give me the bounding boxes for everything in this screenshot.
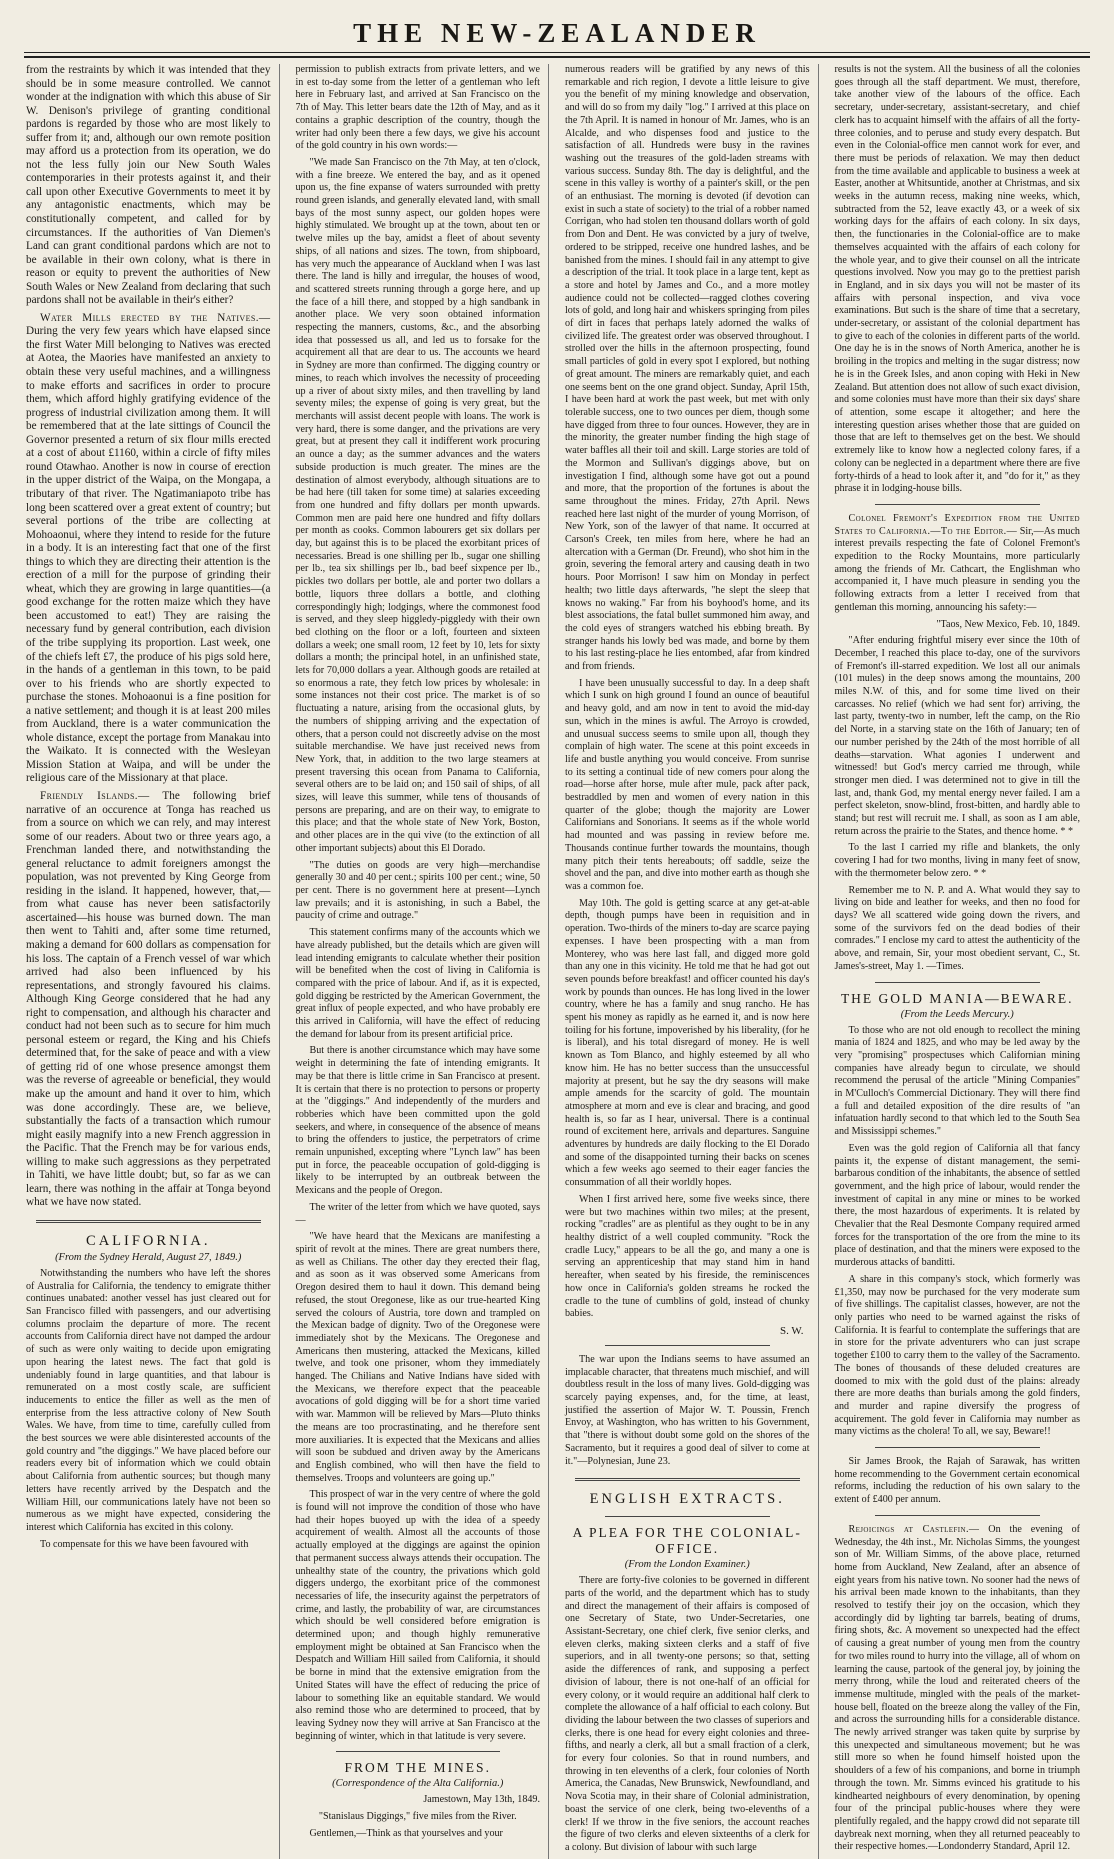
paragraph-body: The following brief narrative of an occurence at Tonga has reached us from a source on which we can rely, and may interest some of our readers. About two or three years ago, a Frenchman landed there, and notwithstanding the general reluctance to admit foreigners amongst the population, was not prevented by King George from residing in the island. It happened, however, that,—from what cause has never been satisfactorily ascertained—his house was burned down. The man then went to Tahiti and, after some time returned, making a demand for 600 dollars as compensation for his loss. The captain of a French vessel of war which arrived had also been influenced by his representations, and strongly favoured his claims. Although King George considered that he had any right to compensation, and although his character and conduct had not been such as to secure for him much personal esteem or regard, the King and his Chiefs determined that, for the sake of peace and with a view of getting rid of one whose presence amongst them was the reverse of agreeable or beneficial, they would make up the amount and hand it over to him, which was done accordingly. These are, we believe, substantially the facts of a transaction which rumour might easily magnify into a new French aggression in the Pacific. That the French may be for various ends, willing to make such aggressions as they perpetrated in Tahiti, we have little doubt; but, so far as we can learn, there was nothing in the affair at Tonga beyond what we have now stated. xyxy=(26,789,271,1209)
columns xyxy=(26,64,1088,1853)
article-paragraph: I have been unusually successful to day. In a deep shaft which I sunk on high ground I found an ounce of beautiful and heavy gold, and am now in tent to avoid the mid-day sun, which in the mines is awful. The Arroyo is crowded, and unusual success seems to smile upon all, though they complain of high water. The scene at this point exceeds in life and bustle anything you would conceive. From sunrise to its setting a continual tide of new comers pour along the road—horse after horse, mule after mule, pack after pack, bestraddled by men and women of every nation in this quarter of the globe; though the majority are Lower Californians and Sonorians. It seems as if the whole world had mounted and was passing in review before me. Thousands continue further towards the mountains, though many pitch their tents hereabouts; off saddle, seize the shovel and the pan, and dive into mother earth as though she was a common foe. xyxy=(565,677,810,892)
sub-heading: A PLEA FOR THE COLONIAL-OFFICE. xyxy=(572,1525,802,1557)
article-paragraph: To those who are not old enough to recollect the mining mania of 1824 and 1825, and who may be led away by the very "promising" prospectuses which Californian mining companies have already begun to circulate, we should recommend the perusal of the article "Mining Companies" in M'Culloch's Commercial Dictionary. They will there find a full and detailed exposition of the dire results of "an infatuation hardly second to that which led to the South Sea and Mississippi schemes." xyxy=(834,1024,1080,1138)
section-source: (Correspondence of the Alta California.) xyxy=(332,1778,504,1790)
small-type-block xyxy=(26,1268,271,1551)
article-paragraph: from the restraints by which it was intended that they should be in some measure controlled. We cannot wonder at the indignation with which this abuse of Sir W. Denison's privilege of granting conditional pardons is regarded by those who are most likely to suffer from it; and, although our own remote position may afford us a protection from its operation, we do not the less fully join our New South Wales contemporaries in their protests against it, and their call upon other Executive Governments to meet it by any antagonistic enactments, which may be constitutionally competent, and called for by circumstances. If the authorities of Van Diemen's Land can grant conditional pardons which are not to be available in their own colony, what is there in reason or equity to prevent the authorities of New South Wales or New Zealand from declaring that such pardons shall not be available in their's either? xyxy=(26,64,271,307)
section-divider xyxy=(605,1345,770,1346)
article-paragraph: Gentlemen,—Think as that yourselves and your xyxy=(309,1827,503,1839)
article-paragraph: results is not the system. All the business of all the colonies goes through all the staff department. We must, therefore, take another view of the labours of the office. Each secretary, under-secretary, assistant-secretary, and chief clerk has to acquaint himself with the affairs of all the forty-three colonies, and to peruse and study every despatch. But even in the Colonial-office men cannot work for ever, and there must be periods of relaxation. We may then deduct from the time available and applicable to business a week at Easter, another at Whitsuntide, another at Christmas, and six weeks in the autumn recess, making nine weeks, which, subtracted from the 52, leave exactly 43, or a week of six working days for the affairs of each colony. In six days, then, the functionaries in the Colonial-office are to make themselves acquainted with the affairs of each colony for the whole year, and to give their counsel on all the intricate questions involved. Now you may go to the prettiest parish in England, and in six days you will not be master of its affairs with personal inspection, and viva voce examinations. But such is the share of time that a secretary, under-secretary, or assistant of the colonial department has to give to each of the colonies in different parts of the world. One day he is in the snows of North America, another he is broiling in the tropics and melting in the sugar distress; now he is in the Greek Isles, and anon coping with Heki in New Zealand. But attention does not allow of such exact division, and some colonies must have more than their six days' share of attention, some escape it altogether; and here the interesting question arises whether those that are guided on those that are left to themselves get on the best. We should extremely like to know how a neglected colony fares, if a colony can be neglected in a department where there are five forty-thirds of a head to look after it, and "do for it," as they phrase it in lodging-house bills. xyxy=(834,64,1080,495)
article-paragraph: There are forty-five colonies to be governed in different parts of the world, and the department which has to study and direct the management of their affairs is composed of one Secretary of State, two Under-Secretaries, one Assistant-Secretary, one chief clerk, five senior clerks, and eleven clerks, making sixteen clerks and a staff of five superiors, and in all twenty-one persons; so that, setting aside the differences of rank, and supposing a perfect division of labour, there is not one-half of an official for every colony, or it would require an additional half clerk to complete the allowance of a half official to each colony. But dividing the labour between the two classes of superiors and clerks, there is one head for every eight colonies and three-fifths, and nearly a clerk, all but a small fraction of a clerk, for every four colonies. So that in round numbers, and throwing in ten elevenths of a clerk, four colonies of North America, the Canadas, New Brunswick, Newfoundland, and Nova Scotia may, in their share of Colonial administration, boast the service of one clerk, being two-elevenths of a clerk! If we throw in the five seniors, the account reaches the figure of two clerks and eleven sixteenths of a clerk for a colony. But division of labour with such large xyxy=(565,1575,810,1853)
article-paragraph: May 10th. The gold is getting scarce at any get-at-able depth, though pumps have been in requisition and in operation. Two-thirds of the miners to-day are scarce paying expenses. I have been prospecting with a man from Monterey, who was here last fall, and digged more gold than any one in this vicinity. He told me that he had got out seven pounds before breakfast! and officer counted his day's work by pounds than ounces. He has long lived in the lower country, where he has a family and snug rancho. He has spent his money as rapidly as he earned it, and is now here toiling for his fortune, impoverished by his liberality, (for he is liberal), and his total disregard of money. He is well known as Tom Blanco, and highly esteemed by all who know him. He has no better success than the unsuccessful majority at present, but he say the dry seasons will make ample amends for the scarcity of gold. The mountain atmosphere at morn and eve is clear and bracing, and good health is, so far as I hear, universal. There is a continual round of excitement here, arrivals and departures. Sanguine adventures by hundreds are daily flocking to the El Dorado and some of the disappointed turning their backs on scenes which a few weeks ago seemed to their eager fancies the consummation of all their worldly hopes. xyxy=(565,897,810,1189)
section-divider xyxy=(875,982,1041,983)
article-paragraph xyxy=(26,312,271,786)
section-source: (From the Leeds Mercury.) xyxy=(900,1008,1014,1020)
article-paragraph xyxy=(26,790,271,1210)
paragraph-body: On the evening of Wednesday, the 4th inst., Mr. Nicholas Simms, the youngest son of Mr. William Simms, of the above place, returned home from Auckland, New Zealand, after an absence of eight years from his native town. No sooner had the news of his arrival been made known to the inhabitants, than they resolved to testify their joy on the occasion, which they accordingly did by lighting tar barrels, beating of drums, firing shots, &c. A movement so unexpected had the effect of causing a great number of young men from the country for two miles round to hurry into the village, all of whom on learning the cause, partook of the general joy, by joining the merry throng, while the loud and reiterated cheers of the immense multitude, mingled with the peals of the market-house bell, floated on the breeze along the valley of the Fin, and across the surrounding hills for a considerable distance. The newly arrived stranger was taken quite by surprise by this unexpected and simultaneous movement; but he was still more so when he found himself hoisted upon the shoulders of a few of his companions, and borne in triumph through the town. Mr. Simms evinced his gratitude to his kindhearted neighbours of every denomination, by opening four of the principal public-houses where they were plentifully regaled, and the happy crowd did not separate till daybreak next morning, when they all returned peaceably to their respective homes.—Londonderry Standard, April 12. xyxy=(834,1523,1080,1853)
article-paragraph: permission to publish extracts from private letters, and we in est to-day some from the letter of a gentleman who left here in February last, and arrived at San Francisco on the 7th of May. This letter bears date the 12th of May, and as it contains a graphic description of the country, though the writer had only been there a few days, we give his account of the gold country in his own words:— xyxy=(295,64,540,152)
article-paragraph xyxy=(835,1524,1081,1854)
article-paragraph: Notwithstanding the numbers who have left the shores of Australia for California, the tendency to emigrate thither continues unabated: another vessel has just cleared out for San Francisco filled with passengers, and our advertising columns proclaim the departure of more. The recent accounts from California direct have not damped the ardour of such as were only waiting to decide upon emigrating upon hearing the latest news. The fact that gold is undeniably found in large quantities, and that labour is remunerated on a most costly scale, are sufficient inducements to entice the filler as well as the men of enterprise from the less attractive colony of New South Wales. We have, from time to time, carefully culled from the best sources we were able disinterested accounts of the gold country and "the diggings." We have placed before our readers every bit of information which we could obtain about California from authentic sources; but though many letters have recently arrived by the Despatch and the William Hill, our communications lately have not been so numerous as we might have expected, considering the interest which California has excited in this colony. xyxy=(26,1267,271,1533)
article-paragraph: Sir James Brook, the Rajah of Sarawak, has written home recommending to the Government certain economical reforms, including the reduction of his own salary to the extent of £400 per annum. xyxy=(834,1456,1080,1506)
article-paragraph: The writer of the letter from which we have quoted, says— xyxy=(295,1201,540,1226)
paragraph-body: Sir,—As much interest prevails respecting the fate of Colonel Fremont's expedition to the Rocky Mountains, more particularly among the friends of Mr. Cathcart, the Englishman who accompanied it, I have much pleasure in sending you the following extracts from a letter I received from that gentleman this morning, announcing his safety:— xyxy=(834,525,1080,613)
masthead-rule-thick xyxy=(24,56,1090,58)
section-divider xyxy=(875,504,1041,505)
quoted-letter: To the last I carried my rifle and blankets, the only covering I had for two months, living in many feet of snow, with the thermometer below zero. * * xyxy=(834,842,1080,879)
section-divider xyxy=(36,1220,261,1223)
quoted-letter: Remember me to N. P. and A. What would they say to living on bide and leather for weeks, and then no food for days? We all scattered wide going down the rivers, and some of the survivors fed on the dead bodies of their comrades." I enclose my card to attest the authenticity of the above, and remain, Sir, your most obedient servant, C., St. James's-street, May 1. —Times. xyxy=(834,884,1080,972)
section-divider xyxy=(605,1516,770,1517)
column-3 xyxy=(565,64,819,1859)
paragraph-heading: Water Mills erected by the Natives.— xyxy=(40,311,271,324)
section-divider xyxy=(575,1478,800,1481)
quoted-letter: "We made San Francisco on the 7th May, at ten o'clock, with a fine breeze. We entered the bay, and as it opened upon us, the fine expanse of waters surrounded with pretty round green islands, and generally elevated land, with small bays of the most sunny aspect, our golden hopes were highly stimulated. We brought up at the town, about ten or twelve miles up the bay, amidst a fleet of about seventy ships, of all nations and sizes. The town, from shipboard, has very much the appearance of Auckland when I was last there. The land is hilly and irregular, the houses of wood, and scattered streets running through a gorge here, and up the face of a hill there, and stopped by a high sandbank in another place. We very soon obtained information respecting the manners, customs, &c., and the absorbing idea that possessed us all, and led us to forsake for the acquirement all that are dear to us. The accounts we heard in Sydney are more than confirmed. The digging country or mines, to reach which involves the necessity of proceeding up a river of about sixty miles, and then travelling by land seventy miles; the expense of going is very great, but the merchants will assist decent people with loans. The work is very hard, there is some danger, and the privations are very great, but at present they call it indifferent work procuring an ounce a day; as the summer advances and the waters subside production is much greater. The mines are the destination of almost everybody, although situations are to be had here (till taken for some time) at salaries exceeding from one hundred and fifty dollars per month upwards. Common men are paid here one hundred and fifty dollars per month as cooks. Common labourers get six dollars per day, but against this is to be placed the exorbitant prices of necessaries. Bread is one shilling per lb., sugar one shilling per lb., tea six shillings per lb., bad beef sixpence per lb., pickles two dollars per bottle, ale and porter two dollars a bottle, liquors three dollars a bottle, and clothing correspondingly high; lodgings, where the commonest food is served, and they sleep higgledy-piggledy with their own bed clothing on the floor or a loft, fourteen and sixteen dollars a week; one small room, 12 feet by 10, lets for sixty dollars a month; the principal hotel, in an unfinished state, lets for 70,000 dollars a year. Although goods are retailed at so enormous a rate, they fetch low prices by wholesale: in some instances not their cost price. The market is of so fluctuating a nature, arising from the occasional gluts, by the numbers of shipping arriving and the expectation of others, that a person could not discreetly advise on the most suitable merchandise. We have just received news from New York, that, in addition to the two large steamers at present traversing this ocean from Panama to California, several others are to be laid on; and 150 sail of ships, of all sizes, will leave this summer, while tens of thousands of persons are preparing, and are on their way, to emigrate to this place; and that the whole state of New York, Boston, and other places are in the qui vive (to the extinction of all other important subjects) about this El Dorado. xyxy=(295,156,540,854)
article-paragraph: The war upon the Indians seems to have assumed an implacable character, that threatens much mischief, and will doubtless result in the loss of many lives. Gold-digging was scarcely paying expenses, and, for the time, at least, justified the assertion of Major W. T. Poussin, French Envoy, at Washington, who has written to his Government, that "there is without doubt some gold on the shores of the Sacramento, but it requires a good deal of silver to come at it."—Polynesian, June 23. xyxy=(565,1353,810,1467)
signature: S. W. xyxy=(779,1324,804,1337)
article-paragraph: A share in this company's stock, which formerly was £1,350, may now be purchased for the very moderate sum of five shillings. The capitalist classes, however, are not the only parties who need to be warned against the risks of California. It is fearful to contemplate the sufferings that are in store for the private adventurers who can just scrape together £100 to carry them to the valley of the Sacramento. The bones of thousands of these deluded creatures are doomed to mix with the gold dust of the plains: already there are more deaths than burials among the gold finders, and murder and rapine diversify the progress of acquirement. The gold fever in California may number as many victims as the cholera! To all, we say, Beware!! xyxy=(834,1273,1080,1438)
column-4 xyxy=(835,64,1089,1859)
section-divider xyxy=(875,1515,1041,1516)
section-source: (From the Sydney Herald, August 27, 1849.) xyxy=(55,1251,242,1263)
article-paragraph: When I first arrived here, some five weeks since, there were but two machines within two miles; at the present, rocking "cradles" are as plentiful as they ought to be in any healthy district of a well coupled community. "Rock the cradle Lucy," appears to be all the go, and many a one is serving an apprenticeship that may stand him in hand hereafter, when seated by his fireside, the reminiscences how once in California's golden streams he rocked the cradle to the tune of cumblins of gold, instead of chunky babies. xyxy=(565,1193,810,1320)
paragraph-heading: Colonel Fremont's Expedition from the United States to California.—To the Editor.— xyxy=(834,512,1080,537)
paragraph-body: During the very few years which have elapsed since the first Water Mill belonging to Natives was erected at Aotea, the Maories have manifested an anxiety to obtain these very useful machines, and a willingness to make efforts and sacrifices in order to procure them, which afford highly gratifying evidence of the progress of industrial civilization among them. It will be remembered that at the late sittings of Council the Governor presented a return of six flour mills erected at a cost of about £1160, within a circle of fifty miles round Otawhao. Another is now in course of erection in the upper district of the Waipa, on the Mongapa, a tributary of that river. The Ngatimaniapoto tribe has long been scattered over a great extent of country; but several portions of the tribe are collecting at Mohoaonui, where they intend to reside for the future in a body. It is an interesting fact that one of the first things to which they are directing their attention is the erection of a mill for the purpose of grinding their wheat, which they are growing in large quantities—(a good exchange for the rotten maize which they have been accustomed to eat!) They are raising the necessary fund by general contribution, each division of the tribe supplying its proportion. Last week, one of the chiefs left £7, the produce of his pigs sold here, in the hands of a gentleman in this town, to be paid over to his friends who are shortly expected to purchase the stones. Mohoaonui is a fine position for a native settlement; and though it is at least 200 miles from Auckland, there is a water communication the whole distance, except the portage from Manakau into the Waikato. It is connected with the Wesleyan Mission Station at Waipa, and will be under the religious care of the Missionary at that place. xyxy=(26,325,271,785)
paragraph-heading: Friendly Islands.— xyxy=(40,789,150,802)
article-paragraph: This prospect of war in the very centre of where the gold is found will not improve the condition of those who have had their hopes buoyed up with the idea of a speedy acquirement of wealth. Almost all the accounts of those actually employed at the diggings are against the opinion that permanent success always attends their occupation. The unhealthy state of the country, the privations which gold diggers undergo, the exorbitant price of the commonest necessaries of life, the insecurity against the perpetrators of crime, and lastly, the probability of war, are circumstances which should be well considered before emigration is determined upon; and though highly remunerative employment might be obtained at San Francisco when the Despatch and William Hill sailed from California, it should be borne in mind that the extensive emigration from the United States will have the effect of reducing the price of labour to something like an equitable standard. We would also remind those who are determined to proceed, that by leaving Sydney now they will arrive at San Francisco at the beginning of winter, which in that latitude is very severe. xyxy=(295,1489,540,1742)
article-paragraph: But there is another circumstance which may have some weight in determining the fate of intending emigrants. It may be that there is little crime in San Francisco at present. It is certain that there is no protection to persons or property at the "diggings." And independently of the murders and robberies which have been committed upon the gold seekers, and where, in consequence of the absence of means to bring the offenders to justice, the perpetrators of crime remain unpunished, excepting where "Lynch law" has been put in force, the peaceable occupation of gold-digging is likely to be interrupted by an outbreak between the Mexicans and the people of Oregon. xyxy=(295,1045,540,1197)
section-heading: THE GOLD MANIA—BEWARE. xyxy=(840,990,1074,1006)
quoted-letter: "The duties on goods are very high—merchandise generally 30 and 40 per cent.; spirits 100 per cent.; wine, 50 per cent. There is no government here at present—Lynch law prevails; and it is astonishing, in such a Babel, the paucity of crime and outrage." xyxy=(295,859,540,922)
quoted-letter: "We have heard that the Mexicans are manifesting a spirit of revolt at the mines. There are great numbers there, as well as Chilians. The other day they erected their flag, and as soon as it was observed some Americans from Oregon desired them to haul it down. This demand being refused, the stout Oregonese, like as our true-hearted King served the colours of Austria, tore down and trampled on the Mexican badge of dignity. Two of the Oregonese were immediately shot by the Mexicans. The Oregonese and Americans then mustering, attacked the Mexicans, killed twelve, and took one prisoner, whom they immediately hanged. The Chilians and Native Indians have sided with the Mexicans, we therefore expect that the peaceable avocations of gold digging will be for a short time varied with war. Mammon will be relieved by Mars—Pluto thinks the means are too procrastinating, and he therefore sent more auxiliaries. It is expected that the Mexicans and allies will soon be subdued and driven away by the Americans and English combined, who will then have the field to themselves. Troops and volunteers are going up." xyxy=(295,1231,540,1484)
article-paragraph: numerous readers will be gratified by any news of this remarkable and rich region, I devote a little leisure to give you the benefit of my mining knowledge and observation, and will do so from my daily "log." I arrived at this place on the 7th April. It is named in honour of Mr. James, who is an Alcalde, and who dispenses food and justice to the satisfaction of all. Hundreds were busy in the ravines washing out the treasures of the gold-laden streams with various success. Sunday 8th. The day is delightful, and the scene in this valley is worthy of a painter's skill, or the pen of an enthusiast. The morning is devoted (if devotion can exist in such a state of society) to the trial of a robber named Corrigan, who had stolen ten thousand dollars worth of gold from Don and Dent. He was convicted by a jury of twelve, ordered to be stripped, receive one hundred lashes, and be banished from the mines. I should fail in any attempt to give a description of the trial. It took place in a large tent, kept as a store and hotel by James and Co., and a more motley audience could not be collected—ragged clothes covering lots of gold, and long hair and whiskers springing from piles of dirt in faces that perhaps lately adorned the walks of civilized life. The greatest order was observed throughout. I strolled over the hills in the afternoon prospecting, found small particles of gold in every spot I explored, but nothing of great amount. The miners are remarkably quiet, and each one seems bent on the one grand object. Sunday, April 15th, I have been hard at work the past week, but met with only tolerable success, one to two ounces per diem, though some have digged from three to four ounces. However, they are in the minority, the greater number finding the high stage of water baffles all their toil and skill. Large stories are told of the Mormon and Sullivan's diggings above, but on investigation I find, although some have got out a pound and more, that the proportion of the fortunes is about the same throughout the mines. Friday, 27th April. News reached here last night of the murder of young Morrison, of New York, son of the lawyer of that name. It occurred at Carson's Creek, ten miles from here, where he had an altercation with a German (Dr. Freund), who shot him in the groin, severing the femoral artery and causing death in two hours. Poor Morrison! I saw him on Monday in perfect health; two little days afterwards, "he slept the sleep that knows no waking." Far from his boyhood's home, and its blest associations, the fatal bullet summoned him away, and the cold eyes of strangers watched his ebbing breath. By stranger hands his lowly bed was made, and borne by them to his last resting-place he lies entombed, afar from kindred and from friends. xyxy=(565,64,810,673)
quoted-letter: "After enduring frightful misery ever since the 10th of December, I reached this place to-day, one of the survivors of Fremont's ill-starred expedition. We lost all our animals (101 mules) in the deep snows among the mountains, 200 miles N.W. of this, and for some time lived on their carcasses. No relief (which we had sent for) arriving, the last party, twenty-two in number, left the camp, on the Rio del Norte, in a starving state on the 16th of January; ten of our number perished by the 24th of the most horrible of all deaths—starvation. What agonies I underwent and witnessed! but God's mercy carried me through, while stronger men died. I was determined not to give in till the last, and, thank God, my mental energy never failed. I am a perfect skeleton, snow-blind, frost-bitten, and hardly able to stand; but rest will recruit me. I shall, as soon as I am able, return across the prairie to the States, and thence home. * * xyxy=(834,635,1080,837)
masthead-title: THE NEW-ZEALANDER xyxy=(353,18,761,48)
article-paragraph: This statement confirms many of the accounts which we have already published, but the details which are given will lead intending emigrants to calculate whether their position will be benefited when the cost of living in California is compared with the price of labour. And if, as it is expected, gold digging be restricted by the American Government, the great influx of people expected, and who have probably ere this arrived in California, will have the effect of reducing the demand for labour from its present artificial price. xyxy=(295,927,540,1040)
column-2 xyxy=(296,64,550,1859)
dateline-place: "Stanislaus Diggings," five miles from the River. xyxy=(318,1811,517,1823)
article-paragraph: To compensate for this we have been favoured with xyxy=(40,1538,249,1550)
section-divider xyxy=(875,1447,1041,1448)
section-divider xyxy=(336,1751,501,1752)
section-heading: FROM THE MINES. xyxy=(344,1760,491,1776)
dateline: "Taos, New Mexico, Feb. 10, 1849. xyxy=(936,618,1080,630)
column-1 xyxy=(26,64,280,1859)
article-paragraph: Even was the gold region of California all that fancy paints it, the expense of distant management, the semi-barbarous condition of the inhabitants, the absence of settled government, and the high price of labour, would render the investment of capital in any mine or mines to be worked there, the most hazardous of experiments. It is related by Chevalier that the Real Desmonte Company required armed forces for the transportation of the ore from the mine to its place of destination, and that the miners were exposed to the murderous attacks of banditti. xyxy=(834,1142,1080,1269)
article-paragraph xyxy=(835,513,1081,615)
dateline: Jamestown, May 13th, 1849. xyxy=(423,1794,540,1806)
section-heading: CALIFORNIA. xyxy=(86,1232,211,1249)
section-heading: ENGLISH EXTRACTS. xyxy=(589,1491,785,1508)
paragraph-heading: Rejoicings at Castlefin.— xyxy=(848,1523,980,1535)
section-source: (From the London Examiner.) xyxy=(624,1559,750,1571)
masthead-rule xyxy=(24,52,1090,53)
